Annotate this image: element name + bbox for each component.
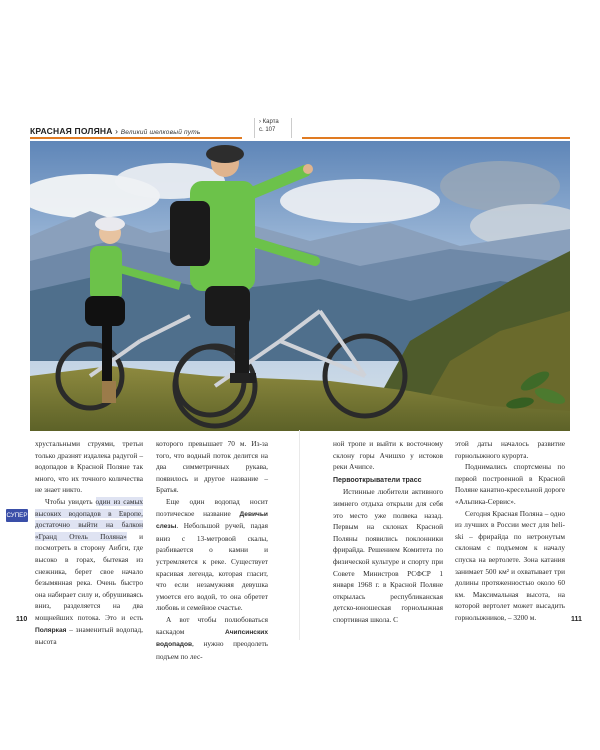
section-heading: Первооткрыватели трасс (333, 476, 422, 484)
map-reference-label: › Карта (259, 119, 279, 125)
col4-paragraph-1: этой даты началось развитие горнолыжного курорта. (455, 439, 565, 460)
col2-text: А вот чтобы полюбоваться каскадом (156, 614, 268, 636)
text-column-4 (455, 438, 565, 624)
col2-text: . Небольшой ручей, падая вниз с 13-метровой скалы, разбивается о камни и устремляется к реке. Существует красивая легенда, которая гласит, что если незамужняя девушка умоется его водой, то она обретет любовь и семейное счастье. (156, 521, 268, 613)
col2-text: Еще один водопад носит поэтическое название (156, 496, 268, 518)
col1-paragraph-1: хрустальными струями, третьи только дразнят издалека радугой – водопадов в Красной Поляне так много, что их точного количества не знает никто. (35, 439, 143, 495)
header-subtitle: Великий шелковый путь (120, 129, 201, 136)
col4-paragraph-3: Сегодня Красная Поляна – одно из лучших в России мест для heli-ski – фрирайда по нетронутым склонам с подъемом к началу спуска на вертолете. Зона катания занимает 500 км² и охватывает три долины протяженностью около 60 км. Максимальная высота, на которой вертолет может высадить горнолыжников, – 3200 м. (455, 508, 565, 622)
col1-paragraph-2 (35, 496, 143, 648)
col3-paragraph-2: Истинные любители активного зимнего отдыха открыли для себя это место уже полвека назад. Первым на склонах Красной Поляны появились поклонники фрирайда. Решением Комитета по физической культуре и спорту при Совете Министров РСФСР 1 января 1968 г. в Красной Поляне открылась республиканская детско-юношеская горнолыжная спортивная школа. С (333, 487, 443, 624)
col2-text: , нужно преодолеть подъем по лес- (156, 639, 268, 661)
col4-paragraph-2: Поднимались спортсмены по первой построенной в Красной Поляне канатно-кресельной дороге «Альпика-Сервис». (455, 462, 565, 506)
running-header (30, 118, 570, 140)
section-title (30, 126, 200, 136)
col2-paragraph-2 (156, 496, 268, 614)
page-gutter (299, 430, 300, 640)
col2-paragraph-3 (156, 614, 268, 662)
waterfall-name: Ачипсинских водопадов (156, 628, 268, 649)
super-badge: СУПЕР (6, 509, 28, 522)
col1-text: Чтобы увидеть (45, 496, 96, 506)
header-title-main: КРАСНАЯ ПОЛЯНА (30, 126, 113, 136)
col3-paragraph-1: ной тропе и выйти к восточному склону горы Ачишхо у истоков реки Ачипсе. (333, 439, 443, 472)
photo-illustration (30, 141, 570, 431)
header-separator: › (115, 126, 119, 136)
cyclists-photo (30, 141, 570, 431)
col2-paragraph-1: которого превышает 70 м. Из-за того, что водный поток делится на два симметричных рукава, появилось и другое название – Братья. (156, 439, 268, 495)
text-column-3 (333, 438, 443, 626)
highlighted-text: один из самых высоких водопадов в Европе, достаточно выйти на балкон «Гранд Отель Поляна» (35, 496, 143, 541)
map-reference-page: с. 107 (259, 127, 276, 133)
waterfall-name: Поляркая (35, 626, 67, 634)
header-rule-right (302, 137, 570, 139)
col1-text: и посмотреть в сторону Аибги, где высоко в горах, бытекая из снежника, берет свое начало безымянная река. Очень быстро она набирает силу и, обрушиваясь вниз, разделяется на два мощнейших потока. Это и есть (35, 531, 144, 622)
waterfall-name: Девичьи слезы (156, 510, 268, 531)
header-rule-left (30, 137, 242, 139)
text-column-2 (156, 438, 268, 662)
page-number-left: 110 (16, 616, 28, 623)
map-reference[interactable] (254, 118, 292, 138)
col1-text: – знаменитый водопад, высота (35, 624, 143, 647)
page-number-right: 111 (571, 616, 582, 623)
text-column-1 (35, 438, 143, 648)
